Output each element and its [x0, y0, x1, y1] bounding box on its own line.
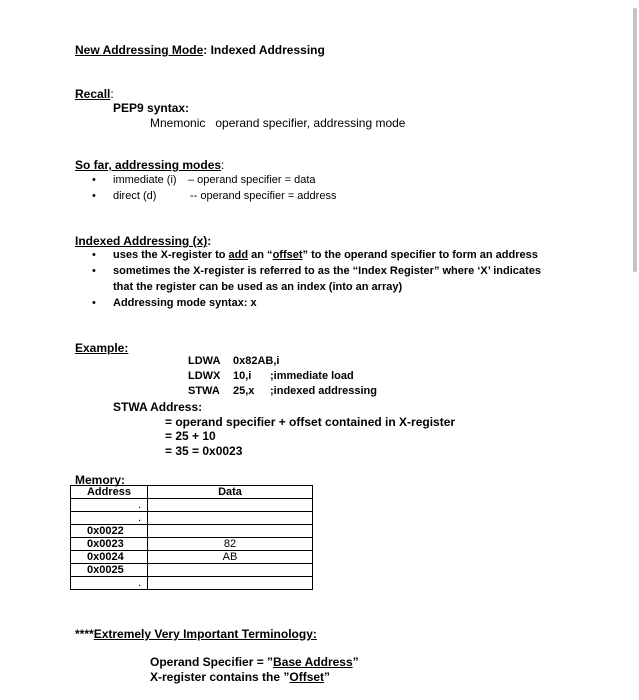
memory-table — [70, 485, 313, 590]
mode-direct-desc: -- operand specifier = address — [190, 190, 337, 202]
code-op: STWA — [188, 385, 220, 397]
example-heading: Example: — [75, 341, 129, 355]
bullet-icon: • — [92, 190, 96, 202]
mode-immediate: immediate (i) — [113, 174, 177, 186]
calc-line: = 25 + 10 — [165, 429, 216, 443]
address-cell: . — [71, 577, 148, 590]
table-row — [71, 512, 313, 525]
bullet-icon: • — [92, 297, 96, 309]
mode-immediate-desc: – operand specifier = data — [188, 174, 316, 186]
table-header-row — [71, 486, 313, 499]
recall-heading: Recall: — [75, 87, 114, 101]
indexed-bullet-3: Addressing mode syntax: x — [113, 297, 257, 309]
sofar-heading: So far, addressing modes: — [75, 158, 225, 172]
bullet-icon: • — [92, 249, 96, 261]
code-comment: ;indexed addressing — [270, 385, 377, 397]
code-arg: 10,i — [233, 370, 252, 382]
indexed-bullet-2-cont: that the register can be used as an index (into an array) — [113, 281, 403, 293]
data-cell: 82 — [148, 538, 313, 551]
bullet-icon: • — [92, 265, 96, 277]
vertical-scrollbar[interactable] — [633, 8, 637, 272]
table-row — [71, 499, 313, 512]
data-header: Data — [148, 486, 313, 499]
calc-line: = 35 = 0x0023 — [165, 444, 243, 458]
page-title: New Addressing Mode: Indexed Addressing — [75, 43, 325, 57]
indexed-heading: Indexed Addressing (x): — [75, 234, 212, 248]
code-op: LDWX — [188, 370, 221, 382]
address-cell: 0x0025 — [71, 564, 148, 577]
address-cell: 0x0024 — [71, 551, 148, 564]
table-row — [71, 538, 313, 551]
memory-label: Memory: — [75, 473, 126, 487]
address-header: Address — [71, 486, 148, 499]
terminology-heading: ****Extremely Very Important Terminology: — [75, 627, 317, 641]
address-cell: . — [71, 499, 148, 512]
data-cell: AB — [148, 551, 313, 564]
data-cell — [148, 499, 313, 512]
indexed-bullet-1: uses the X-register to add an “offset” to the operand specifier to form an address — [113, 249, 538, 261]
stwa-address-label: STWA Address: — [113, 400, 203, 414]
table-row — [71, 525, 313, 538]
terminology-line-1: Operand Specifier = ”Base Address” — [150, 655, 359, 669]
address-cell: 0x0022 — [71, 525, 148, 538]
code-op: LDWA — [188, 355, 221, 367]
data-cell — [148, 577, 313, 590]
table-row — [71, 551, 313, 564]
code-comment: ;immediate load — [270, 370, 354, 382]
pep9-syntax: Mnemonic operand specifier, addressing mode — [150, 116, 406, 130]
mode-direct: direct (d) — [113, 190, 157, 202]
terminology-line-2: X-register contains the ”Offset” — [150, 670, 331, 684]
bullet-icon: • — [92, 174, 96, 186]
calc-line: = operand specifier + offset contained in X-register — [165, 415, 456, 429]
data-cell — [148, 512, 313, 525]
pep9-syntax-label: PEP9 syntax: — [113, 101, 190, 115]
address-cell: . — [71, 512, 148, 525]
table-row — [71, 577, 313, 590]
data-cell — [148, 564, 313, 577]
address-cell: 0x0023 — [71, 538, 148, 551]
code-arg: 0x82AB,i — [233, 355, 280, 367]
data-cell — [148, 525, 313, 538]
table-row — [71, 564, 313, 577]
code-arg: 25,x — [233, 385, 255, 397]
indexed-bullet-2: sometimes the X-register is referred to as the “Index Register” where ‘X’ indicates — [113, 265, 541, 277]
